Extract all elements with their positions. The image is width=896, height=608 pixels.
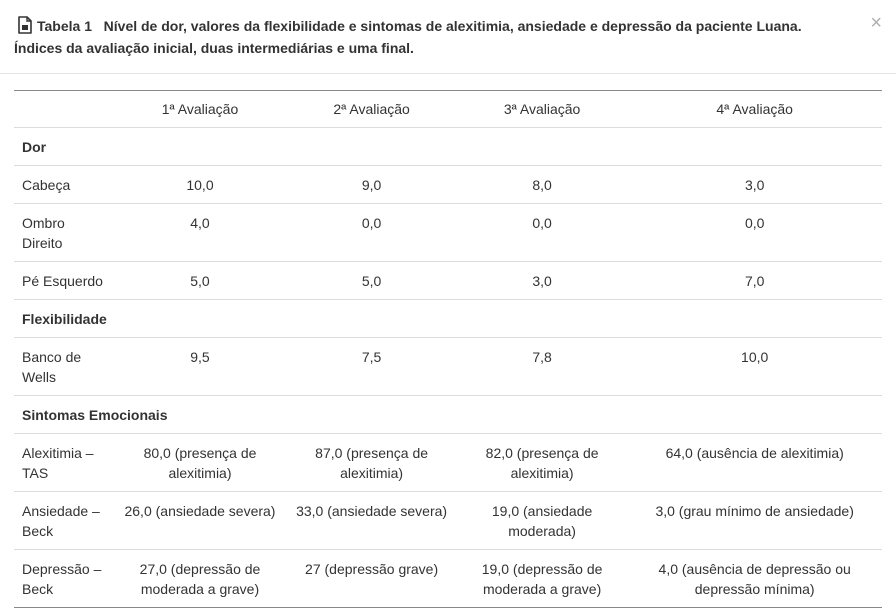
table-cell: 19,0 (ansiedade moderada) [457,492,628,550]
table-cell: 9,0 [286,166,457,204]
table-cell: 4,0 (ausência de depressão ou depressão mínima) [627,550,882,608]
column-header: 3ª Avaliação [457,91,628,128]
row-label: Alexitimia – TAS [14,434,114,492]
table-cell: 10,0 [114,166,287,204]
column-header [14,91,114,128]
table-cell: 80,0 (presença de alexitimia) [114,434,287,492]
section-label: Flexibilidade [14,300,882,338]
close-icon[interactable]: × [870,12,882,34]
table-cell: 0,0 [627,204,882,262]
row-label: Pé Esquerdo [14,262,114,300]
table-row [14,434,882,492]
header-row [14,91,882,128]
column-header: 2ª Avaliação [286,91,457,128]
table-cell: 26,0 (ansiedade severa) [114,492,287,550]
section-row [14,396,882,434]
table-caption [14,15,859,59]
table-cell: 64,0 (ausência de alexitimia) [627,434,882,492]
caption-line-2: Índices da avaliação inicial, duas intermediárias e uma final. [14,40,414,56]
table-cell: 33,0 (ansiedade severa) [286,492,457,550]
row-label: Ansiedade – Beck [14,492,114,550]
table-row [14,338,882,396]
table-row [14,492,882,550]
table-row [14,262,882,300]
table-cell: 4,0 [114,204,287,262]
table-cell: 5,0 [286,262,457,300]
caption-line-1: Tabela 1 Nível de dor, valores da flexibilidade e sintomas de alexitimia, ansiedade e depressão da paciente Luana. [37,18,802,34]
table-cell: 3,0 [457,262,628,300]
row-label: Depressão – Beck [14,550,114,608]
table-cell: 5,0 [114,262,287,300]
table-cell: 8,0 [457,166,628,204]
data-table [14,90,882,608]
table-cell: 9,5 [114,338,287,396]
section-row [14,300,882,338]
table-cell: 82,0 (presença de alexitimia) [457,434,628,492]
row-label: Cabeça [14,166,114,204]
table-cell: 19,0 (depressão de moderada a grave) [457,550,628,608]
document-icon [16,16,33,34]
table-cell: 27 (depressão grave) [286,550,457,608]
table-cell: 7,8 [457,338,628,396]
section-row [14,128,882,166]
table-cell: 0,0 [457,204,628,262]
section-label: Sintomas Emocionais [14,396,882,434]
table-cell: 3,0 [627,166,882,204]
table-cell: 27,0 (depressão de moderada a grave) [114,550,287,608]
column-header: 1ª Avaliação [114,91,287,128]
dialog-header [0,0,896,74]
row-label: Ombro Direito [14,204,114,262]
table-cell: 7,0 [627,262,882,300]
table-cell: 7,5 [286,338,457,396]
table-cell: 0,0 [286,204,457,262]
column-header: 4ª Avaliação [627,91,882,128]
table-row [14,550,882,608]
table-cell: 3,0 (grau mínimo de ansiedade) [627,492,882,550]
table-cell: 87,0 (presença de alexitimia) [286,434,457,492]
table-row [14,204,882,262]
table-row [14,166,882,204]
section-label: Dor [14,128,882,166]
table-body [14,128,882,608]
row-label: Banco de Wells [14,338,114,396]
table-cell: 10,0 [627,338,882,396]
